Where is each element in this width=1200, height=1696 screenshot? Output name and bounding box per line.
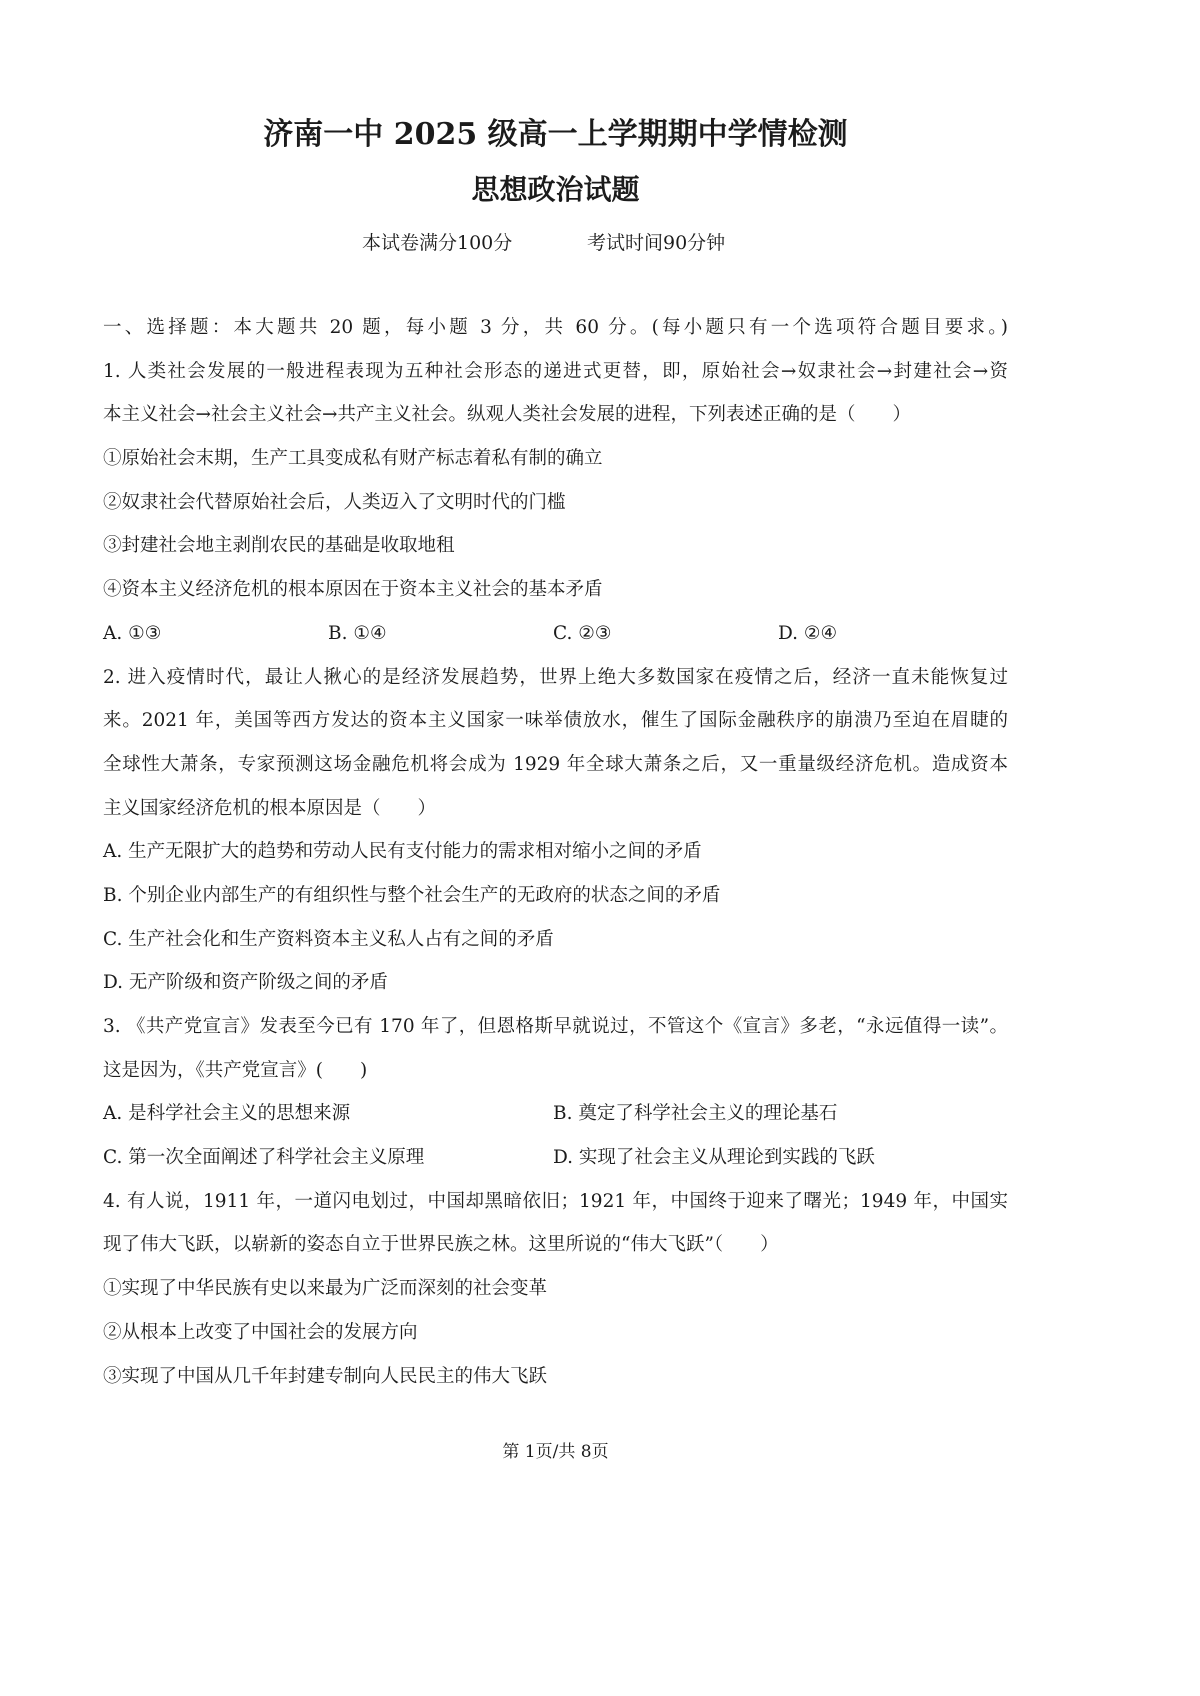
exam-subject: 思想政治试题 [471,173,640,206]
question-3-stem-line: 3. 《共产党宣言》发表至今已有 170 年了，但恩格斯早就说过，不管这个《宣言》多老，“永远值得一读”。 [103,1016,1008,1037]
question-2-stem-line: 来。2021 年，美国等西方发达的资本主义国家一味举债放水，催生了国际金融秩序的崩溃乃至迫在眉睫的 [103,710,1008,732]
question-3-options-row [103,1092,1008,1136]
question-2-option-a: A. 生产无限扩大的趋势和劳动人民有支付能力的需求相对缩小之间的矛盾 [103,841,702,863]
duration-note: 考试时间90分钟 [587,232,726,254]
question-4-stem-line: 4. 有人说，1911 年，一道闪电划过，中国却黑暗依旧；1921 年，中国终于迎来了曙光；1949 年，中国实 [103,1190,1008,1212]
question-2-option-d: D. 无产阶级和资产阶级之间的矛盾 [103,972,388,994]
question-3-option-d: D. 实现了社会主义从理论到实践的飞跃 [553,1147,875,1169]
question-3 [103,1005,1008,1180]
question-1-option-d: D. ②④ [778,622,838,644]
question-2-stem-line: 2. 进入疫情时代，最让人揪心的是经济发展趋势，世界上绝大多数国家在疫情之后，经济一直未能恢复过 [103,666,1008,688]
question-2-stem-line: 主义国家经济危机的根本原因是（ ） [103,797,437,819]
question-2-option-b: B. 个别企业内部生产的有组织性与整个社会生产的无政府的状态之间的矛盾 [103,884,721,906]
question-4-statement: ①实现了中华民族有史以来最为广泛而深刻的社会变革 [103,1278,548,1300]
question-4-statement: ②从根本上改变了中国社会的发展方向 [103,1321,418,1343]
question-1-options [103,612,1008,656]
question-4-statement: ③实现了中国从几千年封建专制向人民民主的伟大飞跃 [103,1365,548,1387]
full-score-note: 本试卷满分100分 [362,232,513,254]
question-1-statement: ①原始社会末期，生产工具变成私有财产标志着私有制的确立 [103,448,603,470]
question-4-stem-line: 现了伟大飞跃，以崭新的姿态自立于世界民族之林。这里所说的“伟大飞跃”（ ） [103,1234,779,1256]
question-3-options-row [103,1136,1008,1180]
question-4 [103,1180,1008,1398]
question-1-option-c: C. ②③ [553,622,612,644]
question-2-stem-line: 全球性大萧条，专家预测这场金融危机将会成为 1929 年全球大萧条之后，又一重量级经济危机。造成资本 [103,753,1008,775]
page-number: 第 1页/共 8页 [502,1442,609,1462]
section-heading: 一、选择题：本大题共 20 题，每小题 3 分，共 60 分。(每小题只有一个选项符合题目要求。) [103,317,1008,338]
question-1-stem-line: 1. 人类社会发展的一般进程表现为五种社会形态的递进式更替，即，原始社会→奴隶社会→封建社会→资 [103,360,1008,382]
exam-info [0,228,1200,258]
question-3-option-c: C. 第一次全面阐述了科学社会主义原理 [103,1147,425,1169]
question-1-option-a: A. ①③ [103,622,162,644]
question-1-statement: ③封建社会地主剥削农民的基础是收取地租 [103,535,455,557]
exam-title: 济南一中 2025 级高一上学期期中学情检测 [263,117,848,152]
question-1 [103,350,1008,656]
question-3-option-b: B. 奠定了科学社会主义的理论基石 [553,1103,838,1125]
question-3-option-a: A. 是科学社会主义的思想来源 [103,1103,351,1125]
question-1-option-b: B. ①④ [328,622,387,644]
question-1-statement: ④资本主义经济危机的根本原因在于资本主义社会的基本矛盾 [103,579,603,601]
question-2-option-c: C. 生产社会化和生产资料资本主义私人占有之间的矛盾 [103,928,554,950]
question-1-stem-line: 本主义社会→社会主义社会→共产主义社会。纵观人类社会发展的进程，下列表述正确的是（ ） [103,404,912,426]
question-2 [103,656,1008,1006]
question-3-stem-line: 这是因为，《共产党宣言》( ) [103,1059,368,1081]
exam-body [103,306,1008,1398]
question-1-statement: ②奴隶社会代替原始社会后，人类迈入了文明时代的门槛 [103,491,566,513]
